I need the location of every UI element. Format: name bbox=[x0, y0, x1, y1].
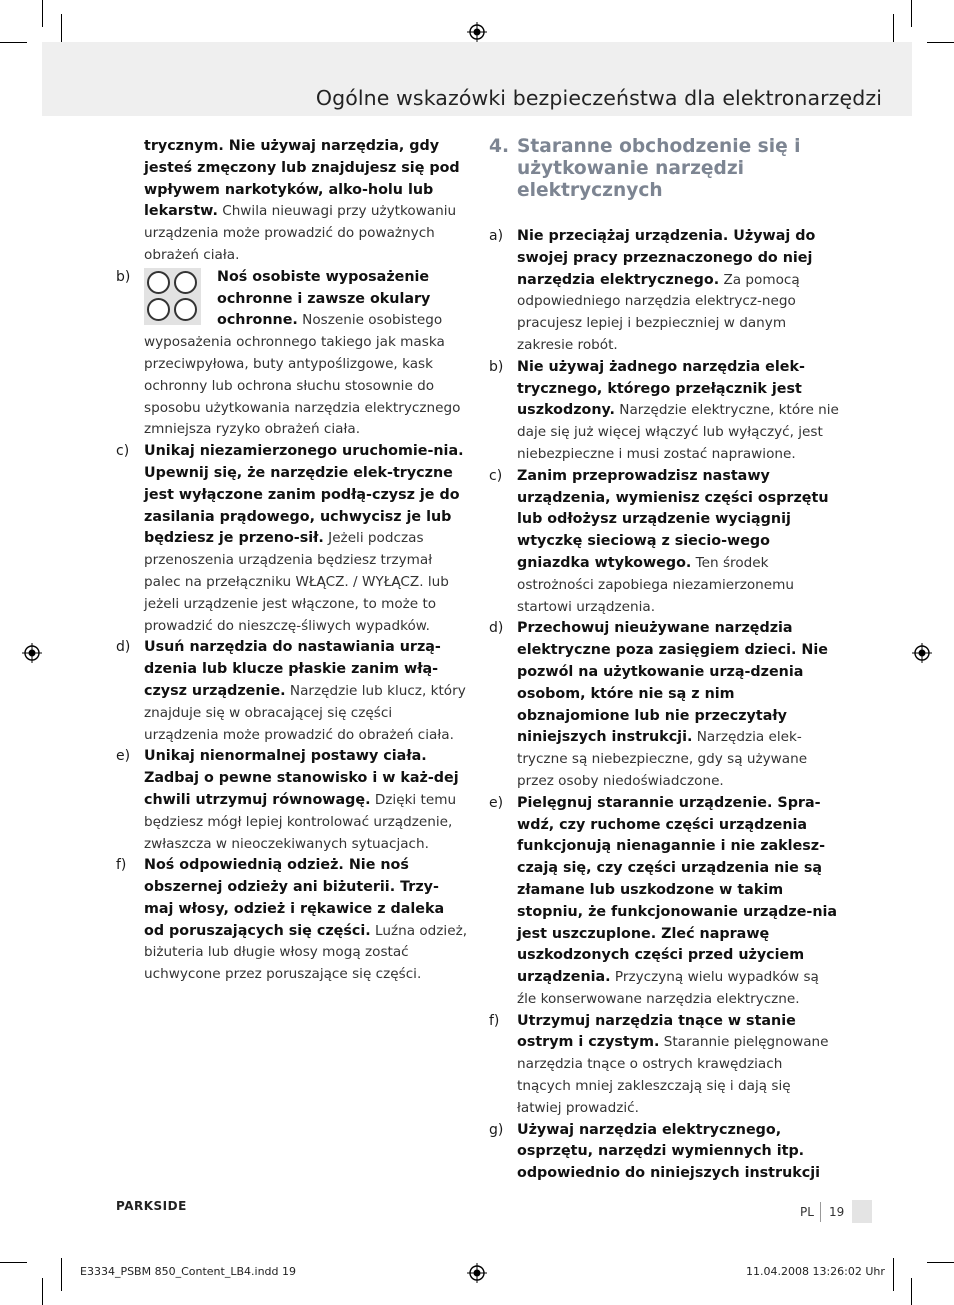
item-text: Luźna odzież, biżuteria lub długie włosy mogą zostać uchwycone przez poruszające się części. bbox=[144, 922, 468, 983]
item-bold-text: Nie przeciążaj urządzenia. Używaj do swojej pracy przeznaczonego do niej narzędzia elektrycznego. bbox=[517, 228, 816, 288]
list-item bbox=[116, 855, 468, 986]
item-bold-text: Usuń narzędzia do nastawiania urzą-dzenia lub klucze płaskie zanim włą-czysz urządzenie. bbox=[144, 639, 441, 699]
item-text: Przyczyną wielu wypadków są źle konserwowane narzędzia elektryczne. bbox=[517, 969, 819, 1007]
list-item bbox=[489, 226, 839, 357]
page-tab-marker bbox=[852, 1200, 872, 1223]
item-bold-text: Pielęgnuj starannie urządzenie. Spra-wdź, czy ruchome części urządzenia funkcjonują nienagannie i nie zaklesz-czają się, czy części urządzenia nie są złamane lub uszkodzone w takim stopniu, że funkcjonowanie urządze-nia jest uszczuplone. Zleć naprawę uszkodzonych części przed użyciem urządzenia. bbox=[517, 794, 838, 986]
item-label: b) bbox=[116, 268, 131, 285]
page-title: Ogólne wskazówki bezpieczeństwa dla elektronarzędzi bbox=[315, 86, 882, 110]
item-bold-text: Noś odpowiednią odzież. Nie noś obszernej odzieży ani biżuterii. Trzy-maj włosy, odzież i rękawice z daleka od poruszających się części. bbox=[144, 857, 445, 939]
item-text: Starannie pielęgnowane narzędzia tnące o ostrych krawędziach tnących mniej zakleszczają się i dają się łatwiej prowadzić. bbox=[517, 1034, 829, 1116]
slug-timestamp: 11.04.2008 13:26:02 Uhr bbox=[746, 1265, 885, 1278]
item-label: c) bbox=[116, 443, 130, 460]
list-item bbox=[116, 136, 468, 267]
item-label: g) bbox=[489, 1121, 504, 1138]
crop-mark bbox=[911, 1278, 912, 1305]
list-item bbox=[116, 637, 468, 746]
item-label: e) bbox=[489, 794, 504, 811]
registration-mark-icon bbox=[467, 1263, 487, 1283]
page-number: 19 bbox=[829, 1205, 845, 1219]
crop-mark bbox=[42, 0, 43, 27]
list-item bbox=[489, 1120, 839, 1185]
item-bold-text: Używaj narzędzia elektrycznego, osprzętu, narzędzi wymiennych itp. odpowiednio do niniejszych instrukcji bbox=[517, 1121, 821, 1182]
item-label: b) bbox=[489, 358, 504, 375]
registration-mark-icon bbox=[467, 22, 487, 42]
item-text: Noszenie osobistego wyposażenia ochronnego takiego jak maska przeciwpyłowa, buty antypoślizgowe, kask ochronny lub ochrona słuchu stosownie do sposobu użytkowania narzędzia elektrycznego zmniejsza ryzyko obrażeń ciała. bbox=[144, 312, 461, 438]
list-item bbox=[116, 267, 468, 441]
list-item bbox=[116, 746, 468, 855]
registration-mark-icon bbox=[22, 643, 42, 663]
item-label: e) bbox=[116, 748, 131, 765]
item-label: f) bbox=[116, 857, 127, 874]
list-item bbox=[489, 1011, 839, 1120]
left-column bbox=[116, 136, 468, 986]
crop-mark bbox=[0, 42, 27, 43]
item-label: f) bbox=[489, 1012, 500, 1029]
item-label: d) bbox=[489, 620, 504, 637]
item-text: Chwila nieuwagi przy użytkowaniu urządzenia może prowadzić do poważnych obrażeń ciała. bbox=[144, 203, 457, 263]
slug-filename: E3334_PSBM 850_Content_LB4.indd 19 bbox=[80, 1265, 296, 1278]
registration-mark-icon bbox=[912, 643, 932, 663]
list-item bbox=[116, 441, 468, 637]
crop-mark bbox=[927, 42, 954, 43]
section-heading bbox=[489, 136, 839, 202]
item-text: Narzędzie lub klucz, który znajduje się w obracającej się części urządzenia może prowadzić do obrażeń ciała. bbox=[144, 682, 466, 743]
item-text: Za pomocą odpowiedniego narzędzia elektrycz-nego pracujesz lepiej i bezpieczniej w danym zakresie robót. bbox=[517, 271, 800, 353]
item-bold-text: trycznym. Nie używaj narzędzia, gdy jesteś zmęczony lub znajdujesz się pod wpływem narkotyków, alko-holu lub lekarstw. bbox=[144, 138, 460, 220]
crop-mark bbox=[42, 1278, 43, 1305]
item-bold-text: Unikaj niezamierzonego uruchomie-nia. Upewnij się, że narzędzie elek-tryczne jest wyłączone zanim podłą-czysz je do zasilania prądowego, uchwycisz je lub będziesz je przeno-sił. bbox=[144, 443, 464, 547]
item-bold-text: Zanim przeprowadzisz nastawy urządzenia, wymienisz części osprzętu lub odłożysz urządzenie wyciągnij wtyczkę sieciową z siecio-wego gniazdka wtykowego. bbox=[517, 467, 829, 571]
item-bold-text: Noś osobiste wyposażenie ochronne i zawsze okulary ochronne. bbox=[217, 268, 431, 329]
footer-divider bbox=[820, 1202, 821, 1222]
item-text: Jeżeli podczas przenoszenia urządzenia będziesz trzymał palec na przełączniku WŁĄCZ. / WYŁĄCZ. lub jeżeli urządzenie jest włączone, to może to prowadzić do nieszczę-śliwych wypadków. bbox=[144, 530, 449, 634]
item-text: Dzięki temu będziesz mógł lepiej kontrolować urządzenie, zwłaszcza w nieoczekiwanych sytuacjach. bbox=[144, 791, 457, 852]
item-label: d) bbox=[116, 639, 131, 656]
list-item bbox=[489, 793, 839, 1011]
right-column bbox=[489, 136, 839, 1185]
brand-logo: PARKSIDE bbox=[116, 1199, 187, 1213]
crop-mark bbox=[61, 1258, 62, 1291]
crop-mark bbox=[0, 1262, 27, 1263]
ppe-safety-icon bbox=[144, 268, 201, 325]
item-label: a) bbox=[489, 228, 504, 244]
item-bold-text: Przechowuj nieużywane narzędzia elektryczne poza zasięgiem dzieci. Nie pozwól na użytkowanie urzą-dzenia osobom, które nie są z nim obznajomione lub nie przeczytały niniejszych instrukcji. bbox=[517, 620, 828, 746]
item-bold-text: Unikaj nienormalnej postawy ciała. Zadbaj o pewne stanowisko i w każ-dej chwili utrzymuj równowagę. bbox=[144, 748, 459, 808]
item-label: c) bbox=[489, 467, 503, 484]
section-title: Staranne obchodzenie się i użytkowanie narzędzi elektrycznych bbox=[517, 136, 801, 201]
section-number: 4. bbox=[489, 136, 510, 157]
crop-mark bbox=[927, 1262, 954, 1263]
list-item bbox=[489, 466, 839, 619]
item-text: Ten środek ostrożności zapobiega niezamierzonemu startowi urządzenia. bbox=[517, 554, 794, 615]
item-bold-text: Nie używaj żadnego narzędzia elek-trycznego, którego przełącznik jest uszkodzony. bbox=[517, 358, 805, 419]
list-item bbox=[489, 618, 839, 792]
list-item bbox=[489, 357, 839, 466]
language-code: PL bbox=[800, 1205, 814, 1219]
item-text: Narzędzie elektryczne, które nie daje się już więcej włączyć lub wyłączyć, jest niebezpieczne i musi zostać naprawione. bbox=[517, 402, 839, 462]
crop-mark bbox=[911, 0, 912, 27]
crop-mark bbox=[893, 1258, 894, 1291]
item-text: Narzędzia elek-tryczne są niebezpieczne, gdy są używane przez osoby niedoświadczone. bbox=[517, 729, 808, 789]
item-bold-text: Utrzymuj narzędzia tnące w stanie ostrym i czystym. bbox=[517, 1012, 796, 1051]
